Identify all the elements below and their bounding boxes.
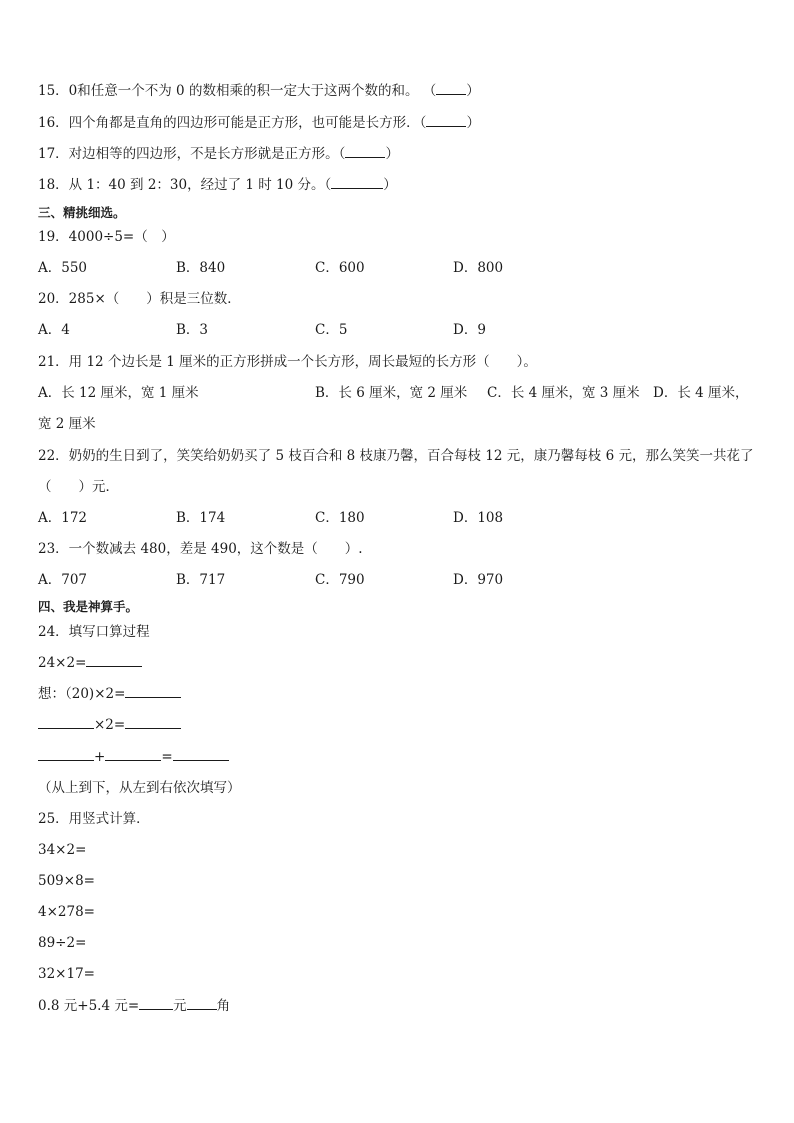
section-heading-4: 四、我是神算手。 — [38, 599, 139, 614]
option-d[interactable]: D．970 — [453, 572, 504, 588]
option-d-continued: 宽 2 厘米 — [38, 416, 96, 432]
answer-blank[interactable] — [105, 747, 161, 761]
fill-instruction: （从上到下，从左到右依次填写） — [38, 780, 241, 796]
question-16: 16．四个角都是直角的四边形可能是正方形，也可能是长方形．（ ） — [38, 115, 480, 131]
option-b[interactable]: B．840 — [176, 260, 226, 276]
calc-line-1: 24×2= — [38, 653, 142, 673]
answer-blank[interactable] — [426, 113, 466, 127]
question-18: 18．从 1：40 到 2：30，经过了 1 时 10 分。（ ） — [38, 177, 397, 193]
answer-blank[interactable] — [125, 715, 181, 729]
question-15: 15．0和任意一个不为 0 的数相乘的积一定大于这两个数的和。 （ ） — [38, 83, 480, 99]
question-23: 23．一个数减去 480，差是 490，这个数是（ ）. — [38, 541, 363, 557]
question-20: 20．285×（ ）积是三位数． — [38, 291, 241, 307]
option-a[interactable]: A．172 — [38, 510, 88, 526]
answer-blank[interactable] — [436, 81, 466, 95]
option-c[interactable]: C．600 — [315, 260, 365, 276]
answer-blank[interactable] — [125, 684, 181, 698]
calc-line-4: + = — [38, 747, 229, 767]
vertical-calc-item: 34×2= — [38, 842, 87, 858]
vertical-calc-item: 509×8= — [38, 873, 95, 889]
option-b[interactable]: B．长 6 厘米，宽 2 厘米 — [315, 385, 468, 401]
question-17-text: 17．对边相等的四边形，不是长方形就是正方形。（ — [38, 146, 346, 162]
option-a[interactable]: A．550 — [38, 260, 88, 276]
option-d[interactable]: D．800 — [453, 260, 504, 276]
question-19: 19．4000÷5=（ ） — [38, 229, 175, 245]
option-c[interactable]: C．790 — [315, 572, 365, 588]
section-heading-3: 三、精挑细选。 — [38, 205, 126, 220]
option-b[interactable]: B．3 — [176, 322, 209, 338]
option-b[interactable]: B．717 — [176, 572, 226, 588]
answer-blank[interactable] — [345, 144, 385, 158]
vertical-calc-item: 89÷2= — [38, 935, 87, 951]
question-24: 24．填写口算过程 — [38, 624, 150, 640]
option-c[interactable]: C．5 — [315, 322, 348, 338]
answer-blank[interactable] — [173, 747, 229, 761]
answer-blank[interactable] — [139, 996, 173, 1010]
option-a[interactable]: A．707 — [38, 572, 88, 588]
question-15-text: 15．0和任意一个不为 0 的数相乘的积一定大于这两个数的和。 （ — [38, 83, 437, 99]
option-a[interactable]: A．4 — [38, 322, 70, 338]
question-25: 25．用竖式计算． — [38, 811, 150, 827]
answer-blank[interactable] — [38, 715, 94, 729]
option-d[interactable]: D．108 — [453, 510, 504, 526]
option-c[interactable]: C．180 — [315, 510, 365, 526]
money-conversion: 0.8 元+5.4 元= 元 角 — [38, 998, 231, 1014]
vertical-calc-item: 32×17= — [38, 966, 95, 982]
question-16-text: 16．四个角都是直角的四边形可能是正方形，也可能是长方形．（ — [38, 115, 427, 131]
question-22-line2: （ ）元． — [38, 479, 119, 495]
answer-blank[interactable] — [331, 175, 383, 189]
question-21: 21．用 12 个边长是 1 厘米的正方形拼成一个长方形，周长最短的长方形（ ）。 — [38, 354, 537, 370]
answer-blank[interactable] — [38, 747, 94, 761]
question-18-text: 18．从 1：40 到 2：30，经过了 1 时 10 分。（ — [38, 177, 332, 193]
option-d[interactable]: D．9 — [453, 322, 486, 338]
vertical-calc-item: 4×278= — [38, 904, 95, 920]
answer-blank[interactable] — [187, 996, 217, 1010]
question-22: 22．奶奶的生日到了，笑笑给奶奶买了 5 枝百合和 8 枝康乃馨，百合每枝 12 元，康乃馨每枝 6 元，那么笑笑一共花了 — [38, 448, 754, 464]
option-d[interactable]: D．长 4 厘米， — [653, 385, 749, 401]
answer-blank[interactable] — [86, 653, 142, 667]
question-17: 17．对边相等的四边形，不是长方形就是正方形。（ ） — [38, 146, 399, 162]
calc-line-2: 想：（20)×2= — [38, 684, 181, 704]
calc-line-3: ×2= — [38, 715, 181, 735]
option-b[interactable]: B．174 — [176, 510, 226, 526]
option-c[interactable]: C．长 4 厘米，宽 3 厘米 — [487, 385, 640, 401]
option-a[interactable]: A．长 12 厘米，宽 1 厘米 — [38, 385, 199, 401]
